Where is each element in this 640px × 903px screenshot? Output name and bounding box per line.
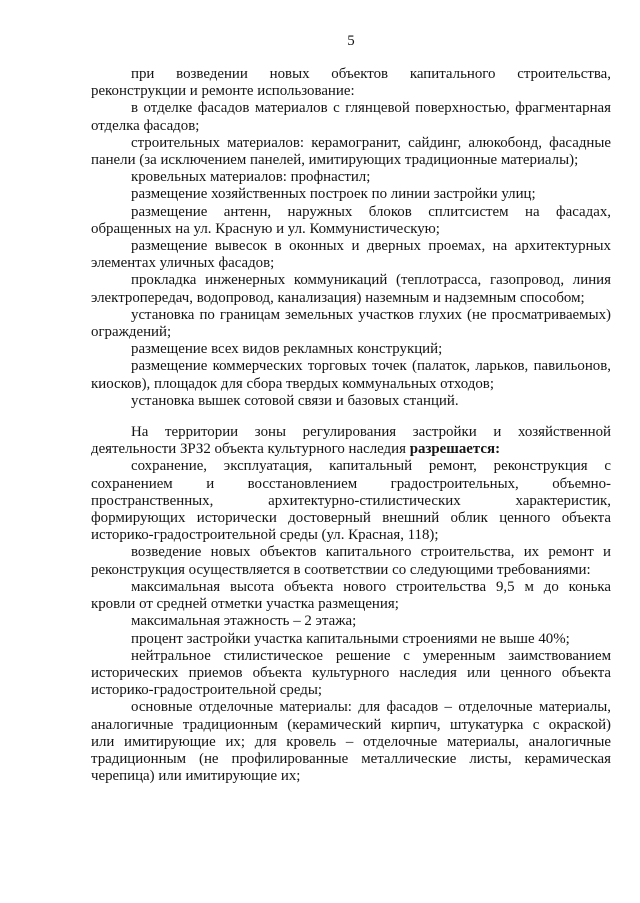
text-line: кровельных материалов: профнастил; [131, 169, 371, 186]
paragraph [91, 358, 611, 392]
text-run: деятельности ЗРЗ2 объекта культурного наследия [91, 441, 406, 458]
text-line: строительных материалов: керамогранит, сайдинг, алюкобонд, фасадные [131, 134, 611, 151]
paragraph [91, 100, 611, 134]
paragraph [91, 204, 611, 238]
text-line: размещение коммерческих торговых точек (палаток, ларьков, павильонов, [131, 358, 611, 375]
text-line: черепица) или имитирующие их; [91, 768, 301, 785]
text-line: пространственных, архитектурно-стилистических характеристик, [91, 492, 611, 509]
text-line: электропередач, водопровод, канализация) наземным и надземным способом; [91, 289, 585, 306]
text-line: размещение вывесок в оконных и дверных проемах, на архитектурных [131, 238, 611, 255]
document-body [91, 66, 611, 785]
text-line: нейтральное стилистическое решение с умеренным заимствованием [131, 647, 611, 664]
paragraph [91, 169, 611, 186]
paragraph [91, 424, 611, 458]
text-line: или имитирующие их; для кровель – отделочные материалы, аналогичные [91, 733, 611, 750]
paragraph [91, 631, 611, 648]
paragraph [91, 393, 611, 410]
text-line: элементах уличных фасадов; [91, 255, 275, 272]
paragraph [91, 341, 611, 358]
text-line: панели (за исключением панелей, имитирующих традиционные материалы); [91, 152, 579, 169]
text-line: сохранением и восстановлением градостроительных, объемно- [91, 475, 611, 492]
text-line: размещение всех видов рекламных конструкций; [131, 341, 443, 358]
paragraph [91, 544, 611, 578]
text-line: историко-градостроительной среды; [91, 682, 322, 699]
text-line: исторических приемов объекта культурного наследия или ценного объекта [91, 664, 611, 681]
paragraph [91, 699, 611, 785]
text-line: возведение новых объектов капитального строительства, их ремонт и [131, 544, 611, 561]
page-number: 5 [347, 33, 355, 49]
text-line: киосков), площадок для сбора твердых коммунальных отходов; [91, 375, 494, 392]
text-line: установка по границам земельных участков глухих (не просматриваемых) [131, 306, 611, 323]
text-line: аналогичные традиционным (керамический кирпич, штукатурка с окраской) [91, 716, 611, 733]
paragraph [91, 135, 611, 169]
text-line: На территории зоны регулирования застройки и хозяйственной [131, 424, 611, 441]
text-line [91, 441, 611, 458]
paragraph [91, 613, 611, 630]
paragraph [91, 579, 611, 613]
paragraph [91, 186, 611, 203]
text-line: сохранение, эксплуатация, капитальный ремонт, реконструкция с [131, 458, 611, 475]
text-line: максимальная этажность – 2 этажа; [131, 613, 357, 630]
text-line: историко-градостроительной среды (ул. Красная, 118); [91, 527, 439, 544]
text-line: размещение антенн, наружных блоков сплитсистем на фасадах, [131, 203, 611, 220]
text-line: прокладка инженерных коммуникаций (теплотрасса, газопровод, линия [131, 272, 611, 289]
bold-emphasis: разрешается: [409, 441, 501, 458]
text-line: отделка фасадов; [91, 117, 200, 134]
paragraph [91, 238, 611, 272]
paragraph [91, 307, 611, 341]
text-line: формирующих исторически достоверный внешний облик ценного объекта [91, 510, 611, 527]
text-line: реконструкции и ремонте использование: [91, 83, 355, 100]
text-line: установка вышек сотовой связи и базовых станций. [131, 392, 459, 409]
text-line: реконструкция осуществляется в соответствии со следующими требованиями: [91, 561, 591, 578]
text-line: основные отделочные материалы: для фасадов – отделочные материалы, [131, 699, 611, 716]
text-line: ограждений; [91, 324, 172, 341]
paragraph [91, 272, 611, 306]
blank-line [91, 410, 611, 424]
text-line: традиционным (не профилированные металлические листы, керамическая [91, 750, 611, 767]
text-line: обращенных на ул. Красную и ул. Коммунистическую; [91, 220, 440, 237]
text-line: размещение хозяйственных построек по линии застройки улиц; [131, 186, 536, 203]
text-line: кровли от средней отметки участка размещения; [91, 596, 399, 613]
paragraph [91, 458, 611, 544]
text-line: максимальная высота объекта нового строительства 9,5 м до конька [131, 578, 611, 595]
text-line: в отделке фасадов материалов с глянцевой поверхностью, фрагментарная [131, 100, 611, 117]
paragraph [91, 648, 611, 700]
text-line: при возведении новых объектов капитального строительства, [131, 66, 611, 82]
paragraph [91, 66, 611, 100]
text-line: процент застройки участка капитальными строениями не выше 40%; [131, 630, 570, 647]
